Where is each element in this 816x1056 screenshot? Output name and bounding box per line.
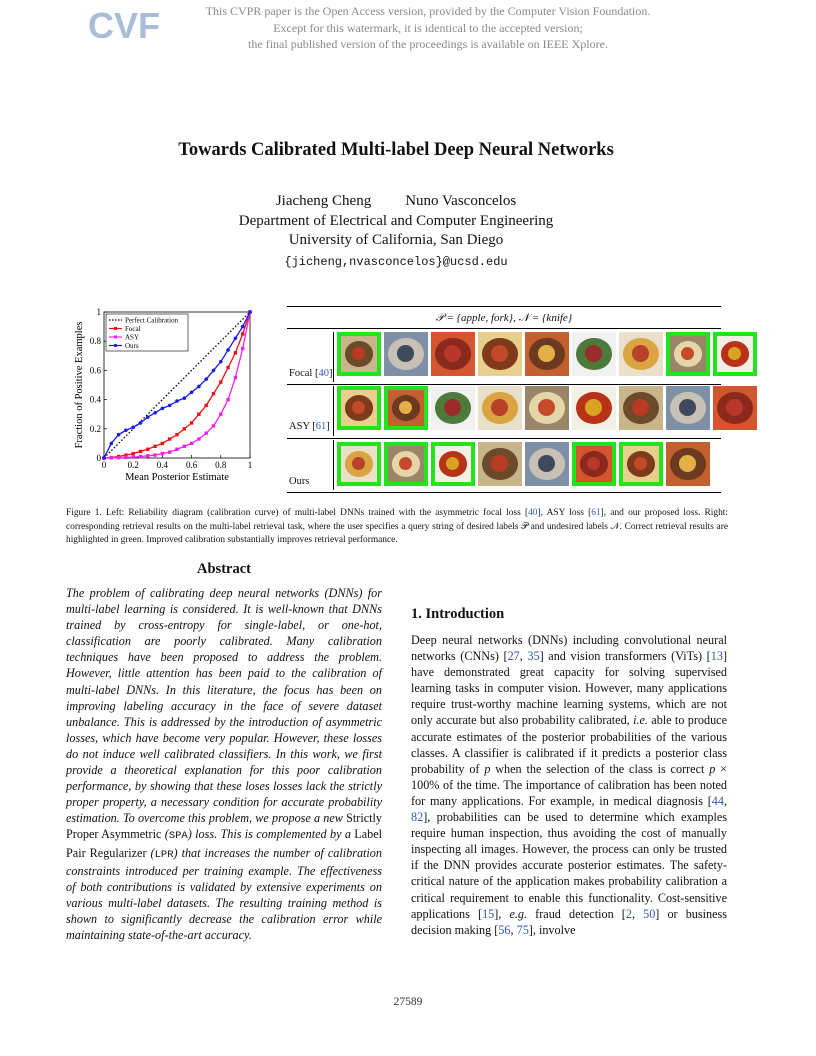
column-divider — [333, 332, 334, 382]
cvf-logo-text: CVF — [88, 5, 160, 46]
author-university: University of California, San Diego — [288, 232, 504, 248]
apple-shape — [585, 399, 602, 416]
retrieval-image-correct — [619, 442, 663, 486]
retrieval-image — [478, 332, 522, 376]
table-header-rule — [287, 328, 721, 329]
column-divider — [333, 386, 334, 436]
x-tick-label: 0.8 — [215, 460, 227, 470]
data-point — [175, 399, 179, 403]
x-tick-label: 1 — [247, 460, 253, 470]
apple-shape — [585, 345, 602, 362]
data-point — [161, 407, 165, 411]
data-point — [175, 433, 178, 436]
author-name-1: Jiacheng Cheng — [275, 193, 372, 209]
data-point — [197, 437, 200, 440]
author-names — [0, 192, 792, 212]
citation-link[interactable]: 40 — [528, 508, 538, 518]
citation-link[interactable]: 2 — [625, 906, 632, 921]
paper-title: Towards Calibrated Multi-label Deep Neural Networks — [178, 140, 614, 160]
citation-link[interactable]: 13 — [710, 649, 723, 664]
page-number: 27589 — [393, 996, 423, 1008]
row-label-ours: Ours — [289, 476, 310, 487]
apple-shape — [444, 345, 461, 362]
watermark-line-2: Except for this watermark, it is identical to the accepted version; — [273, 20, 583, 35]
data-point — [190, 442, 193, 445]
data-point — [190, 421, 193, 424]
data-point — [226, 348, 230, 352]
citation-link[interactable]: 44 — [711, 793, 724, 808]
y-tick-label: 0.8 — [89, 336, 101, 347]
apple-shape — [679, 399, 696, 416]
thumbs-asy — [337, 386, 757, 430]
data-point — [205, 431, 208, 434]
author-department: Department of Electrical and Computer Engineering — [238, 212, 554, 229]
retrieval-image-correct — [431, 442, 475, 486]
data-point — [153, 453, 156, 456]
author-name-2: Nuno Vasconcelos — [405, 193, 517, 209]
legend-label: ASY — [125, 333, 140, 342]
introduction-body: Deep neural networks (DNNs) including convolutional neural networks (CNNs) [27, 35] and vision transformers (ViTs) [13] have demonstrated great capacity for solving supervised learning tasks in computer vision. However, many applications require trust-worthy machine learning systems, which are not only accurate but also probability calibrated, i.e. able to produce accurate estimates of the posterior probabilities of the various classes. A classifier is calibrated if it predicts a posterior class probability of p when the selection of the class is correct p × 100% of the time. The importance of calibration has been noted for many applications. For example, in medical diagnosis [44, 82], probabilities can be used to determine which examples require human inspection, thus avoiding the cost of manually inspecting all images. However, the process can only be trusted if the DNN provides accurate posterior estimates. The safety-critical nature of the application makes probability calibration a critical requirement to enable this functionality. Cost-sensitive applications [15], e.g. fraud detection [2, 50] or business decision making [56, 75], involve — [411, 633, 728, 937]
row-rule-2 — [287, 438, 721, 439]
y-tick-label: 0.4 — [89, 394, 101, 405]
data-point — [183, 427, 186, 430]
data-point — [212, 424, 215, 427]
data-point — [102, 456, 106, 460]
y-axis-label: Fraction of Positive Examples — [74, 321, 85, 449]
data-point — [234, 376, 237, 379]
citation-link[interactable]: 61 — [591, 508, 601, 518]
retrieval-image — [713, 386, 757, 430]
apple-shape — [632, 345, 649, 362]
retrieval-image-correct — [572, 442, 616, 486]
cvf-logo — [88, 4, 160, 46]
retrieval-image — [619, 332, 663, 376]
data-point — [226, 366, 229, 369]
retrieval-image-correct — [337, 386, 381, 430]
introduction-heading: 1. Introduction — [411, 606, 505, 622]
data-point — [139, 450, 142, 453]
retrieval-image — [525, 442, 569, 486]
data-point — [197, 413, 200, 416]
data-point — [110, 442, 114, 446]
watermark-line-1: This CVPR paper is the Open Access version, provided by the Computer Vision Foundation. — [205, 4, 651, 18]
data-point — [205, 404, 208, 407]
apple-shape — [491, 345, 508, 362]
data-point — [234, 351, 237, 354]
data-point — [117, 456, 120, 459]
retrieval-image — [384, 332, 428, 376]
y-tick-label: 0.6 — [89, 365, 101, 376]
citation-link[interactable]: 82 — [411, 810, 424, 825]
data-point — [139, 455, 142, 458]
data-point — [183, 396, 187, 400]
y-tick-label: 0.2 — [89, 423, 101, 434]
data-point — [175, 448, 178, 451]
retrieval-image — [478, 386, 522, 430]
row-label-asy: ASY [61] — [289, 421, 330, 432]
data-point — [212, 392, 215, 395]
data-point — [241, 325, 245, 329]
citation-link[interactable]: 50 — [643, 906, 656, 921]
retrieval-image — [666, 386, 710, 430]
data-point — [219, 380, 222, 383]
x-tick-label: 0.2 — [127, 460, 139, 470]
apple-shape — [444, 399, 461, 416]
data-point — [117, 433, 121, 437]
data-point — [219, 360, 223, 364]
data-point — [131, 426, 135, 430]
retrieval-image — [431, 332, 475, 376]
data-point — [124, 428, 128, 432]
legend-marker — [114, 344, 117, 347]
legend-label: Perfect Calibration — [125, 316, 179, 325]
data-point — [146, 448, 149, 451]
legend-marker — [114, 336, 117, 339]
reliability-chart — [70, 304, 270, 494]
author-block — [0, 192, 792, 272]
retrieval-image — [572, 332, 616, 376]
watermark-text — [160, 3, 696, 53]
abstract-heading: Abstract — [197, 561, 251, 577]
data-point — [241, 332, 244, 335]
y-tick-label: 1 — [96, 307, 101, 317]
apple-shape — [538, 455, 555, 472]
data-point — [168, 404, 172, 408]
table-top-rule — [287, 306, 721, 307]
retrieval-figure — [287, 304, 721, 494]
abstract-body: The problem of calibrating deep neural networks (DNNs) for multi-label learning is considered. It is well-known that DNNs trained by cross-entropy for single-label, or one-hot, classification are poorly calibrated. Many calibration techniques have been proposed to address the problem. However, little attention has been paid to the calibration of multi-label DNNs. In this literature, the focus has been on improving labeling accuracy in the face of severe dataset unbalance. This is addressed by the introduction of asymmetric losses, which have become very popular. However, these losses do not induce well calibrated classifiers. In this work, we first provide a theoretical explanation for this poor calibration performance, by showing that these loses losses lack the strictly proper property, a necessary condition for accurate probability estimation. To overcome this problem, we propose a new Strictly Proper Asymmetric (SPA) loss. This is complemented by a Label Pair Regularizer (LPR) that increases the number of calibration constraints introduced per training example. The effectiveness of both contributions is validated by extensive experiments on various multi-label datasets. The resulting training method is shown to significantly decrease the calibration error while maintaining state-of-the-art accuracy. — [66, 586, 382, 942]
table-bottom-rule — [287, 492, 721, 493]
citation-link[interactable]: 15 — [482, 906, 495, 921]
x-axis-label: Mean Posterior Estimate — [125, 472, 229, 483]
data-point — [241, 347, 244, 350]
thumbs-focal — [337, 332, 757, 376]
thumbs-ours — [337, 442, 710, 486]
data-point — [161, 442, 164, 445]
data-point — [132, 452, 135, 455]
retrieval-image-correct — [384, 386, 428, 430]
apple-shape — [632, 399, 649, 416]
author-email: {jicheng,nvasconcelos}@ucsd.edu — [284, 254, 508, 269]
apple-shape — [397, 345, 414, 362]
retrieval-image-correct — [384, 442, 428, 486]
data-point — [190, 391, 194, 395]
apple-shape — [726, 399, 743, 416]
x-tick-label: 0.6 — [185, 460, 198, 470]
retrieval-image-correct — [337, 332, 381, 376]
row-label-focal: Focal [40] — [289, 368, 333, 379]
data-point — [212, 369, 216, 373]
data-point — [132, 455, 135, 458]
row-rule-1 — [287, 384, 721, 385]
apple-shape — [679, 455, 696, 472]
data-point — [183, 445, 186, 448]
data-point — [124, 456, 127, 459]
retrieval-image-correct — [713, 332, 757, 376]
query-label: 𝒫 = {apple, fork}, 𝒩 = {knife} — [435, 312, 573, 324]
retrieval-image — [431, 386, 475, 430]
citation-link[interactable]: 35 — [527, 649, 540, 664]
x-tick-label: 0 — [101, 460, 107, 470]
legend-marker — [114, 327, 117, 330]
retrieval-image — [525, 386, 569, 430]
retrieval-image — [525, 332, 569, 376]
data-point — [248, 310, 252, 314]
y-tick-label: 0 — [96, 453, 101, 463]
retrieval-image — [666, 442, 710, 486]
data-point — [226, 398, 229, 401]
retrieval-image — [619, 386, 663, 430]
retrieval-image-correct — [337, 442, 381, 486]
citation-link[interactable]: 27 — [507, 649, 520, 664]
data-point — [110, 456, 113, 459]
data-point — [153, 445, 156, 448]
watermark-line-3: the final published version of the proceedings is available on IEEE Xplore. — [248, 37, 608, 51]
retrieval-image-correct — [666, 332, 710, 376]
legend-label: Focal — [125, 325, 141, 334]
data-point — [161, 452, 164, 455]
retrieval-image — [478, 442, 522, 486]
data-point — [234, 336, 238, 340]
apple-shape — [491, 399, 508, 416]
x-tick-label: 0.4 — [156, 460, 169, 470]
data-point — [168, 450, 171, 453]
data-point — [197, 385, 201, 389]
citation-link[interactable]: 56 — [498, 922, 511, 937]
data-point — [219, 413, 222, 416]
apple-shape — [538, 345, 555, 362]
legend-label: Ours — [125, 342, 139, 351]
data-point — [168, 437, 171, 440]
citation-link[interactable]: 75 — [516, 922, 529, 937]
data-point — [146, 454, 149, 457]
data-point — [146, 415, 150, 419]
figure-caption: Figure 1. Left: Reliability diagram (calibration curve) of multi-label DNNs trained with the asymmetric focal loss [40], ASY loss [61], and our proposed loss. Right: corresponding retrieval results on the multi-label retrieval task, where the user specifies a query string of desired labels 𝒫 and undesired labels 𝒩. Correct retrieval results are highlighted in green. Improved calibration substantially improves retrieval performance. — [66, 508, 729, 545]
data-point — [204, 377, 208, 381]
retrieval-image — [572, 386, 616, 430]
column-divider — [333, 440, 334, 490]
apple-shape — [538, 399, 555, 416]
data-point — [153, 411, 157, 415]
apple-shape — [491, 455, 508, 472]
data-point — [139, 421, 143, 425]
